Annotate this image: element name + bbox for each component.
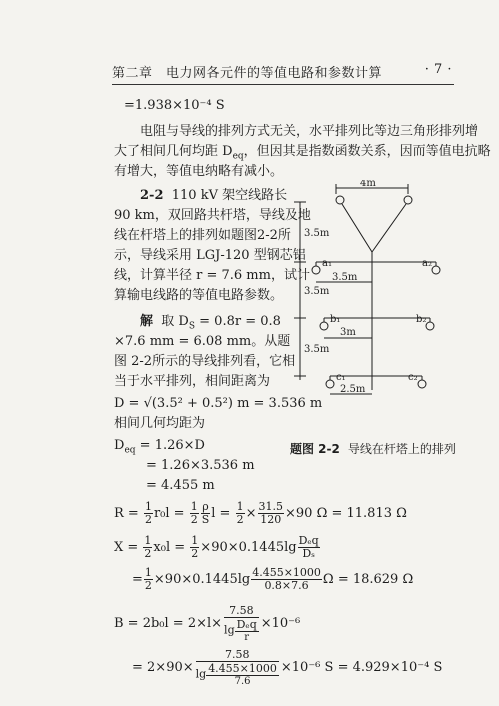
conductor-a1 [312, 266, 320, 274]
deq-equation-line: = 4.455 m [146, 478, 215, 493]
ground-wire-right [404, 196, 412, 204]
tower-conductor-figure [286, 180, 466, 410]
conductor-b1 [320, 322, 328, 330]
label-b1: b₁ [330, 314, 341, 325]
label-a2: a₂ [422, 258, 432, 269]
deq-equation-line: = 1.26×3.536 m [146, 458, 255, 473]
para-line: 电阻与导线的排列方式无关，水平排列比等边三角形排列增 [140, 124, 479, 139]
para-line: 有增大，等值电纳略有减小。 [114, 164, 284, 179]
solution-line: ×7.6 mm = 6.08 mm。从题 [114, 334, 291, 349]
problem-line: 算输电线路的等值电路参数。 [114, 288, 284, 303]
dim-label-v2: 3.5m [304, 286, 330, 297]
problem-line: 线在杆塔上的排列如题图2-2所 [114, 228, 291, 243]
label-c2: c₂ [408, 372, 418, 383]
solution-line: 相间几何均距为 [114, 416, 206, 431]
problem-line: 线，计算半径 r = 7.6 mm，试计 [114, 268, 310, 283]
conductor-a2 [432, 266, 440, 274]
resistance-equation: R = $\frac{1}{2}$ r₀l = $\frac{1}{2}$ $\frac{\rho}{S}$ l = $\frac{1}{2}$ × $\frac{31.5}{120}$ ×90 Ω = 11.813 Ω [114, 500, 407, 526]
problem-line: 示，导线采用 LGJ-120 型钢芯铝 [114, 248, 306, 263]
dim-label-top: 4m [360, 180, 376, 189]
chapter-title: 第二章 电力网各元件的等值电路和参数计算 [112, 66, 383, 81]
reactance-equation: X = $\frac{1}{2}$ x₀l = $\frac{1}{2}$ ×90×0.1445lg $\frac{\text{Dₑq}}{\text{Dₛ}}$ [114, 534, 319, 560]
figure-caption [290, 440, 456, 457]
distance-equation: D = √(3.5² + 0.5²) m = 3.536 m [114, 396, 323, 411]
solution-line: 当于水平排列，相间距离为 [114, 374, 271, 389]
para-line: 大了相间几何均距 $D_{eq}$，但因其是指数函数关系，因而等值电抗略 [114, 144, 491, 162]
figure-caption-label: 题图 2-2 [290, 442, 340, 456]
problem-number: 2-2 [140, 188, 164, 203]
reactance-equation-line: = $\frac{1}{2}$ ×90×0.1445lg $\frac{4.455\times 1000}{0.8\times 7.6}$ Ω = 18.629 Ω [132, 566, 414, 592]
solution-line: 图 2-2所示的导线排列看，它相 [114, 354, 296, 369]
dim-label-v3: 3.5m [304, 344, 330, 355]
running-header [112, 62, 452, 81]
result-line: =1.938×10⁻⁴ S [124, 98, 225, 113]
susceptance-equation-line: = 2×90× 7.58 lg $\frac{4.455\times 1000}{7.6}$ ×10⁻⁶ S = 4.929×10⁻⁴ S [132, 648, 443, 687]
header-rule [112, 84, 454, 85]
conductor-c1 [326, 380, 334, 388]
label-a1: a₁ [322, 258, 332, 269]
page-number: · 7 · [424, 62, 452, 77]
susceptance-equation: B = 2b₀l = 2×l× 7.58 lg Dₑq r ×10⁻⁶ [114, 604, 301, 643]
conductor-c2 [418, 380, 426, 388]
figure-caption-text: 导线在杆塔上的排列 [347, 442, 456, 456]
dim-label-v1: 3.5m [304, 228, 330, 239]
conductor-b2 [426, 322, 434, 330]
label-b2: b₂ [416, 314, 427, 325]
solution-line: 解 取 $D_S = 0.8r = 0.8$ [140, 314, 281, 332]
dim-label-b: 3m [340, 327, 356, 338]
problem-line: 2-2 110 kV 架空线路长 [140, 188, 288, 203]
dim-label-c: 2.5m [340, 384, 366, 395]
solution-label: 解 [140, 314, 154, 329]
dim-label-a: 3.5m [332, 272, 358, 283]
deq-equation: $D_{eq} = 1.26\times D$ [114, 438, 205, 456]
ground-wire-left [336, 196, 344, 204]
problem-line: 90 km，双回路共杆塔，导线及地 [114, 208, 311, 223]
label-c1: c₁ [336, 372, 346, 383]
